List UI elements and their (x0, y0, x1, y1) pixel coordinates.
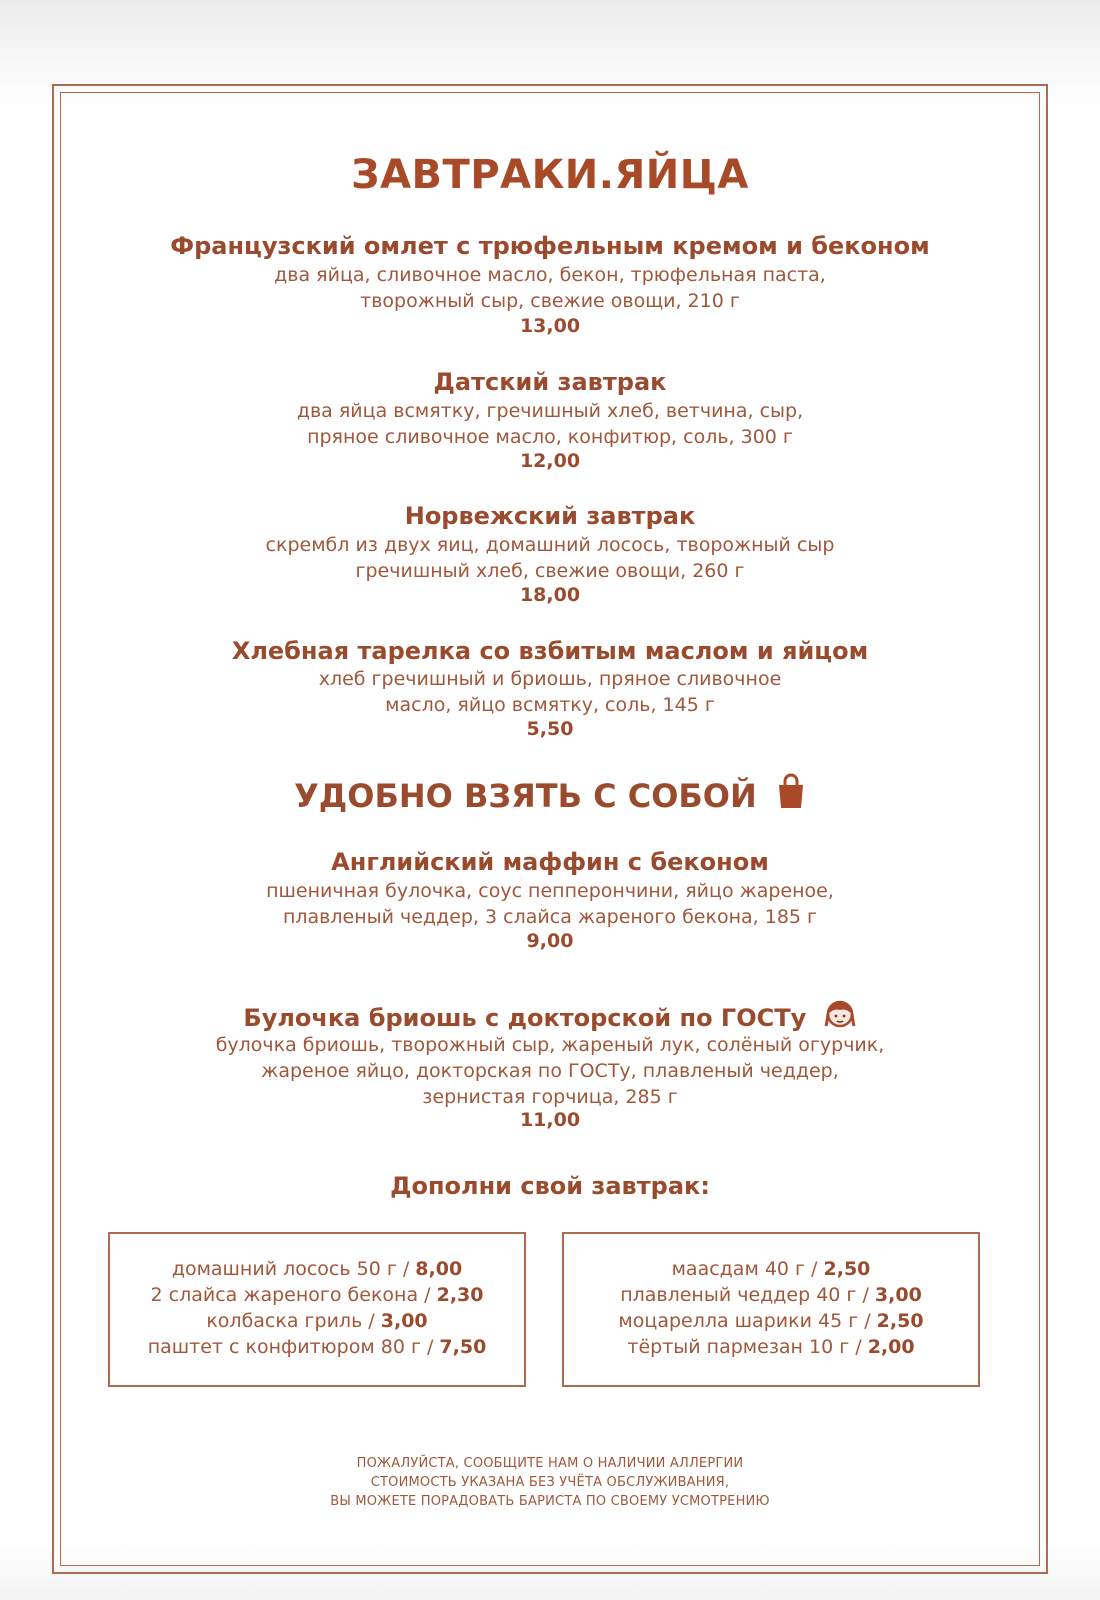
addon-item-text: домашний лосось 50 г / (171, 1258, 416, 1280)
takeaway-title-text: УДОБНО ВЗЯТЬ С СОБОЙ (294, 777, 757, 815)
dish-price: 12,00 (519, 450, 581, 472)
dish-description: плавленый чеддер, 3 слайса жареного бекона, 185 г (282, 906, 818, 928)
addon-item-text: 2 слайса жареного бекона / (150, 1284, 437, 1306)
dish-name: Датский завтрак (433, 368, 667, 396)
dish-price: 5,50 (526, 718, 574, 740)
addon-item-price: 2,50 (876, 1310, 924, 1332)
dish-description: жареное яйцо, докторская по ГОСТу, плавленый чеддер, (261, 1060, 839, 1082)
dish-description: скрембл из двух яиц, домашний лосось, творожный сыр (265, 534, 835, 556)
addons-box-right (562, 1232, 980, 1387)
addon-item-price: 2,30 (436, 1284, 484, 1306)
addon-item (564, 1282, 978, 1308)
footer-note: ВЫ МОЖЕТЕ ПОРАДОВАТЬ БАРИСТА ПО СВОЕМУ УСМОТРЕНИЮ (330, 1494, 770, 1509)
dish-name: Английский маффин с беконом (331, 848, 769, 876)
dish-description: хлеб гречишный и бриошь, пряное сливочное (318, 668, 782, 690)
addon-item (564, 1334, 978, 1360)
addon-item-text: моцарелла шарики 45 г / (618, 1310, 877, 1332)
girl-face-icon (823, 996, 857, 1036)
addon-item-price: 3,00 (874, 1284, 922, 1306)
dish-description: зернистая горчица, 285 г (422, 1086, 678, 1108)
addon-item (564, 1308, 978, 1334)
addons-box-left (108, 1232, 526, 1387)
addon-item (110, 1308, 524, 1334)
dish-description: масло, яйцо всмятку, соль, 145 г (385, 694, 715, 716)
addon-item (110, 1282, 524, 1308)
dish-name: Норвежский завтрак (404, 502, 696, 530)
addon-item-text: плавленый чеддер 40 г / (620, 1284, 875, 1306)
dish-description: два яйца, сливочное масло, бекон, трюфельная паста, (274, 264, 826, 286)
dish-price: 9,00 (526, 930, 574, 952)
addon-item-text: паштет с конфитюром 80 г / (147, 1336, 440, 1358)
dish-price: 18,00 (519, 584, 581, 606)
addon-item-price: 3,00 (380, 1310, 428, 1332)
addon-item-price: 7,50 (439, 1336, 487, 1358)
dish-description: булочка бриошь, творожный сыр, жареный лук, солёный огурчик, (215, 1034, 885, 1056)
addon-item-price: 2,00 (867, 1336, 915, 1358)
dish-price: 13,00 (519, 315, 581, 337)
shopping-bag-icon (776, 773, 806, 817)
footer-note: СТОИМОСТЬ УКАЗАНА БЕЗ УЧЁТА ОБСЛУЖИВАНИЯ, (370, 1475, 730, 1490)
addon-item (110, 1256, 524, 1282)
dish-description: гречишный хлеб, свежие овощи, 260 г (355, 560, 745, 582)
dish-description: пшеничная булочка, соус пепперончини, яйцо жареное, (266, 880, 834, 902)
dish-description: пряное сливочное масло, конфитюр, соль, 300 г (307, 426, 793, 448)
menu-title: ЗАВТРАКИ.ЯЙЦА (351, 152, 749, 198)
addon-item-text: колбаска гриль / (206, 1310, 381, 1332)
addon-item-price: 2,50 (823, 1258, 871, 1280)
addon-item-price: 8,00 (415, 1258, 463, 1280)
dish-description: два яйца всмятку, гречишный хлеб, ветчина, сыр, (296, 400, 804, 422)
addon-item (564, 1256, 978, 1282)
addon-item (110, 1334, 524, 1360)
dish-name-row (60, 1002, 1040, 1036)
dish-description: творожный сыр, свежие овощи, 210 г (360, 290, 740, 312)
dish-name: Французский омлет с трюфельным кремом и беконом (170, 232, 930, 260)
addon-item-text: тёртый пармезан 10 г / (627, 1336, 868, 1358)
addons-title: Дополни свой завтрак: (390, 1172, 710, 1200)
footer-note: ПОЖАЛУЙСТА, СООБЩИТЕ НАМ О НАЛИЧИИ АЛЛЕРГИИ (356, 1456, 744, 1471)
dish-price: 11,00 (519, 1109, 581, 1131)
takeaway-section-title (60, 777, 1040, 817)
addon-item-text: маасдам 40 г / (671, 1258, 824, 1280)
dish-name: Хлебная тарелка со взбитым маслом и яйцом (231, 637, 869, 665)
dish-name: Булочка бриошь с докторской по ГОСТу (243, 1004, 807, 1032)
